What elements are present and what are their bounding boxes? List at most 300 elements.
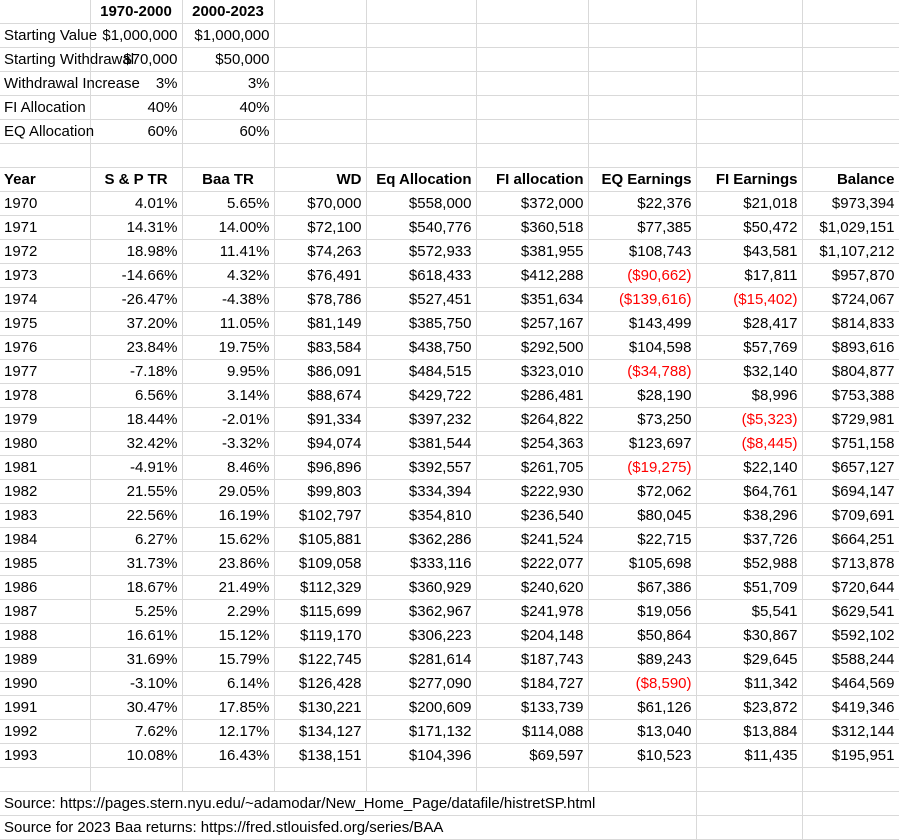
data-cell[interactable]: $222,077 xyxy=(476,552,588,576)
data-cell[interactable]: -2.01% xyxy=(182,408,274,432)
data-cell[interactable]: $558,000 xyxy=(366,192,476,216)
year-cell[interactable]: 1982 xyxy=(0,480,90,504)
data-cell[interactable]: $8,996 xyxy=(696,384,802,408)
column-header[interactable]: Balance xyxy=(802,168,899,192)
data-cell[interactable]: $484,515 xyxy=(366,360,476,384)
empty-cell[interactable] xyxy=(274,96,366,120)
data-cell[interactable]: 30.47% xyxy=(90,696,182,720)
data-cell[interactable]: 5.25% xyxy=(90,600,182,624)
data-cell[interactable]: $187,743 xyxy=(476,648,588,672)
data-cell[interactable]: $195,951 xyxy=(802,744,899,768)
data-cell[interactable]: $138,151 xyxy=(274,744,366,768)
data-cell[interactable]: $1,107,212 xyxy=(802,240,899,264)
data-cell[interactable]: $588,244 xyxy=(802,648,899,672)
source-text[interactable]: Source for 2023 Baa returns: https://fred.stlouisfed.org/series/BAA xyxy=(0,816,696,840)
empty-cell[interactable] xyxy=(588,0,696,24)
data-cell[interactable]: 6.14% xyxy=(182,672,274,696)
data-cell[interactable]: $105,698 xyxy=(588,552,696,576)
empty-cell[interactable] xyxy=(274,72,366,96)
data-cell[interactable]: $22,376 xyxy=(588,192,696,216)
data-cell[interactable]: $264,822 xyxy=(476,408,588,432)
data-cell[interactable]: 18.67% xyxy=(90,576,182,600)
year-cell[interactable]: 1977 xyxy=(0,360,90,384)
data-cell[interactable]: $77,385 xyxy=(588,216,696,240)
data-cell[interactable]: 6.56% xyxy=(90,384,182,408)
data-cell[interactable]: $43,581 xyxy=(696,240,802,264)
param-value[interactable]: 3% xyxy=(182,72,274,96)
data-cell[interactable]: 16.61% xyxy=(90,624,182,648)
empty-cell[interactable] xyxy=(0,144,90,168)
data-cell[interactable]: $360,929 xyxy=(366,576,476,600)
year-cell[interactable]: 1976 xyxy=(0,336,90,360)
data-cell[interactable]: 11.05% xyxy=(182,312,274,336)
empty-cell[interactable] xyxy=(366,48,476,72)
data-cell[interactable]: $86,091 xyxy=(274,360,366,384)
column-header[interactable]: FI allocation xyxy=(476,168,588,192)
data-cell[interactable]: 32.42% xyxy=(90,432,182,456)
column-header[interactable]: S & P TR xyxy=(90,168,182,192)
column-header[interactable]: WD xyxy=(274,168,366,192)
data-cell[interactable]: 10.08% xyxy=(90,744,182,768)
empty-cell[interactable] xyxy=(696,144,802,168)
data-cell[interactable]: $5,541 xyxy=(696,600,802,624)
year-cell[interactable]: 1985 xyxy=(0,552,90,576)
data-cell[interactable]: $89,243 xyxy=(588,648,696,672)
data-cell[interactable]: ($8,590) xyxy=(588,672,696,696)
data-cell[interactable]: 17.85% xyxy=(182,696,274,720)
data-cell[interactable]: 18.98% xyxy=(90,240,182,264)
data-cell[interactable]: $37,726 xyxy=(696,528,802,552)
data-cell[interactable]: $306,223 xyxy=(366,624,476,648)
param-value[interactable]: $70,000 xyxy=(90,48,182,72)
empty-cell[interactable] xyxy=(588,48,696,72)
year-cell[interactable]: 1979 xyxy=(0,408,90,432)
data-cell[interactable]: 31.69% xyxy=(90,648,182,672)
empty-cell[interactable] xyxy=(274,768,366,792)
data-cell[interactable]: $19,056 xyxy=(588,600,696,624)
data-cell[interactable]: $80,045 xyxy=(588,504,696,528)
empty-cell[interactable] xyxy=(802,816,899,840)
year-cell[interactable]: 1989 xyxy=(0,648,90,672)
year-cell[interactable]: 1973 xyxy=(0,264,90,288)
year-cell[interactable]: 1972 xyxy=(0,240,90,264)
empty-cell[interactable] xyxy=(588,144,696,168)
data-cell[interactable]: $126,428 xyxy=(274,672,366,696)
data-cell[interactable]: $108,743 xyxy=(588,240,696,264)
data-cell[interactable]: $28,190 xyxy=(588,384,696,408)
year-cell[interactable]: 1987 xyxy=(0,600,90,624)
column-header[interactable]: Baa TR xyxy=(182,168,274,192)
data-cell[interactable]: $381,544 xyxy=(366,432,476,456)
data-cell[interactable]: $32,140 xyxy=(696,360,802,384)
data-cell[interactable]: 3.14% xyxy=(182,384,274,408)
data-cell[interactable]: $236,540 xyxy=(476,504,588,528)
data-cell[interactable]: $222,930 xyxy=(476,480,588,504)
empty-cell[interactable] xyxy=(696,120,802,144)
empty-cell[interactable] xyxy=(802,96,899,120)
data-cell[interactable]: $392,557 xyxy=(366,456,476,480)
data-cell[interactable]: $200,609 xyxy=(366,696,476,720)
data-cell[interactable]: $104,396 xyxy=(366,744,476,768)
data-cell[interactable]: $694,147 xyxy=(802,480,899,504)
data-cell[interactable]: $429,722 xyxy=(366,384,476,408)
param-value[interactable]: 60% xyxy=(182,120,274,144)
param-column-header[interactable]: 2000-2023 xyxy=(182,0,274,24)
data-cell[interactable]: 7.62% xyxy=(90,720,182,744)
empty-cell[interactable] xyxy=(366,144,476,168)
data-cell[interactable]: $99,803 xyxy=(274,480,366,504)
data-cell[interactable]: 37.20% xyxy=(90,312,182,336)
data-cell[interactable]: $241,978 xyxy=(476,600,588,624)
param-label[interactable]: EQ Allocation xyxy=(0,120,90,144)
data-cell[interactable]: $13,040 xyxy=(588,720,696,744)
empty-cell[interactable] xyxy=(274,48,366,72)
empty-cell[interactable] xyxy=(802,768,899,792)
empty-cell[interactable] xyxy=(476,72,588,96)
data-cell[interactable]: $143,499 xyxy=(588,312,696,336)
data-cell[interactable]: $254,363 xyxy=(476,432,588,456)
empty-cell[interactable] xyxy=(696,24,802,48)
empty-cell[interactable] xyxy=(476,144,588,168)
data-cell[interactable]: $973,394 xyxy=(802,192,899,216)
data-cell[interactable]: 23.86% xyxy=(182,552,274,576)
data-cell[interactable]: $709,691 xyxy=(802,504,899,528)
year-cell[interactable]: 1988 xyxy=(0,624,90,648)
data-cell[interactable]: $381,955 xyxy=(476,240,588,264)
empty-cell[interactable] xyxy=(366,96,476,120)
empty-cell[interactable] xyxy=(366,0,476,24)
data-cell[interactable]: $354,810 xyxy=(366,504,476,528)
data-cell[interactable]: -14.66% xyxy=(90,264,182,288)
data-cell[interactable]: $22,715 xyxy=(588,528,696,552)
empty-cell[interactable] xyxy=(696,768,802,792)
data-cell[interactable]: $67,386 xyxy=(588,576,696,600)
data-cell[interactable]: $57,769 xyxy=(696,336,802,360)
data-cell[interactable]: $753,388 xyxy=(802,384,899,408)
data-cell[interactable]: 31.73% xyxy=(90,552,182,576)
data-cell[interactable]: $241,524 xyxy=(476,528,588,552)
data-cell[interactable]: $61,126 xyxy=(588,696,696,720)
data-cell[interactable]: $412,288 xyxy=(476,264,588,288)
data-cell[interactable]: 19.75% xyxy=(182,336,274,360)
data-cell[interactable]: $629,541 xyxy=(802,600,899,624)
data-cell[interactable]: $1,029,151 xyxy=(802,216,899,240)
data-cell[interactable]: $664,251 xyxy=(802,528,899,552)
data-cell[interactable]: $240,620 xyxy=(476,576,588,600)
empty-cell[interactable] xyxy=(274,0,366,24)
empty-cell[interactable] xyxy=(696,72,802,96)
empty-cell[interactable] xyxy=(588,96,696,120)
empty-cell[interactable] xyxy=(802,0,899,24)
data-cell[interactable]: $372,000 xyxy=(476,192,588,216)
data-cell[interactable]: $115,699 xyxy=(274,600,366,624)
data-cell[interactable]: 29.05% xyxy=(182,480,274,504)
param-value[interactable]: $50,000 xyxy=(182,48,274,72)
data-cell[interactable]: $50,472 xyxy=(696,216,802,240)
data-cell[interactable]: 15.12% xyxy=(182,624,274,648)
data-cell[interactable]: $323,010 xyxy=(476,360,588,384)
empty-cell[interactable] xyxy=(0,0,90,24)
data-cell[interactable]: $109,058 xyxy=(274,552,366,576)
empty-cell[interactable] xyxy=(476,24,588,48)
empty-cell[interactable] xyxy=(802,24,899,48)
data-cell[interactable]: ($34,788) xyxy=(588,360,696,384)
data-cell[interactable]: $351,634 xyxy=(476,288,588,312)
data-cell[interactable]: $277,090 xyxy=(366,672,476,696)
data-cell[interactable]: $592,102 xyxy=(802,624,899,648)
param-value[interactable]: 60% xyxy=(90,120,182,144)
empty-cell[interactable] xyxy=(476,768,588,792)
data-cell[interactable]: $88,674 xyxy=(274,384,366,408)
empty-cell[interactable] xyxy=(476,96,588,120)
data-cell[interactable]: $78,786 xyxy=(274,288,366,312)
data-cell[interactable]: $94,074 xyxy=(274,432,366,456)
data-cell[interactable]: 15.62% xyxy=(182,528,274,552)
param-value[interactable]: 3% xyxy=(90,72,182,96)
empty-cell[interactable] xyxy=(476,120,588,144)
data-cell[interactable]: $957,870 xyxy=(802,264,899,288)
data-cell[interactable]: 15.79% xyxy=(182,648,274,672)
data-cell[interactable]: 12.17% xyxy=(182,720,274,744)
data-cell[interactable]: $893,616 xyxy=(802,336,899,360)
data-cell[interactable]: $261,705 xyxy=(476,456,588,480)
data-cell[interactable]: $81,149 xyxy=(274,312,366,336)
data-cell[interactable]: 16.43% xyxy=(182,744,274,768)
data-cell[interactable]: ($90,662) xyxy=(588,264,696,288)
source-text[interactable]: Source: https://pages.stern.nyu.edu/~adamodar/New_Home_Page/datafile/histretSP.html xyxy=(0,792,696,816)
param-value[interactable]: $1,000,000 xyxy=(90,24,182,48)
data-cell[interactable]: $10,523 xyxy=(588,744,696,768)
data-cell[interactable]: $540,776 xyxy=(366,216,476,240)
data-cell[interactable]: $362,286 xyxy=(366,528,476,552)
column-header[interactable]: EQ Earnings xyxy=(588,168,696,192)
empty-cell[interactable] xyxy=(802,72,899,96)
data-cell[interactable]: $23,872 xyxy=(696,696,802,720)
empty-cell[interactable] xyxy=(696,96,802,120)
data-cell[interactable]: $438,750 xyxy=(366,336,476,360)
empty-cell[interactable] xyxy=(696,48,802,72)
param-label[interactable]: Starting Value xyxy=(0,24,90,48)
data-cell[interactable]: $29,645 xyxy=(696,648,802,672)
data-cell[interactable]: $72,100 xyxy=(274,216,366,240)
year-cell[interactable]: 1975 xyxy=(0,312,90,336)
data-cell[interactable]: $184,727 xyxy=(476,672,588,696)
data-cell[interactable]: -4.38% xyxy=(182,288,274,312)
data-cell[interactable]: $397,232 xyxy=(366,408,476,432)
data-cell[interactable]: $28,417 xyxy=(696,312,802,336)
data-cell[interactable]: $713,878 xyxy=(802,552,899,576)
data-cell[interactable]: 11.41% xyxy=(182,240,274,264)
empty-cell[interactable] xyxy=(274,144,366,168)
data-cell[interactable]: $13,884 xyxy=(696,720,802,744)
data-cell[interactable]: $112,329 xyxy=(274,576,366,600)
data-cell[interactable]: ($15,402) xyxy=(696,288,802,312)
data-cell[interactable]: $814,833 xyxy=(802,312,899,336)
data-cell[interactable]: 5.65% xyxy=(182,192,274,216)
empty-cell[interactable] xyxy=(182,144,274,168)
empty-cell[interactable] xyxy=(476,48,588,72)
data-cell[interactable]: $464,569 xyxy=(802,672,899,696)
empty-cell[interactable] xyxy=(588,72,696,96)
empty-cell[interactable] xyxy=(696,792,802,816)
data-cell[interactable]: $64,761 xyxy=(696,480,802,504)
data-cell[interactable]: $73,250 xyxy=(588,408,696,432)
column-header[interactable]: Year xyxy=(0,168,90,192)
data-cell[interactable]: 14.31% xyxy=(90,216,182,240)
data-cell[interactable]: $360,518 xyxy=(476,216,588,240)
data-cell[interactable]: $83,584 xyxy=(274,336,366,360)
data-cell[interactable]: $804,877 xyxy=(802,360,899,384)
data-cell[interactable]: $52,988 xyxy=(696,552,802,576)
column-header[interactable]: FI Earnings xyxy=(696,168,802,192)
data-cell[interactable]: $123,697 xyxy=(588,432,696,456)
data-cell[interactable]: 21.55% xyxy=(90,480,182,504)
year-cell[interactable]: 1986 xyxy=(0,576,90,600)
empty-cell[interactable] xyxy=(588,120,696,144)
year-cell[interactable]: 1971 xyxy=(0,216,90,240)
empty-cell[interactable] xyxy=(274,24,366,48)
data-cell[interactable]: $38,296 xyxy=(696,504,802,528)
data-cell[interactable]: $51,709 xyxy=(696,576,802,600)
data-cell[interactable]: -3.32% xyxy=(182,432,274,456)
data-cell[interactable]: 9.95% xyxy=(182,360,274,384)
empty-cell[interactable] xyxy=(802,792,899,816)
empty-cell[interactable] xyxy=(366,768,476,792)
param-value[interactable]: $1,000,000 xyxy=(182,24,274,48)
data-cell[interactable]: $130,221 xyxy=(274,696,366,720)
empty-cell[interactable] xyxy=(802,48,899,72)
year-cell[interactable]: 1974 xyxy=(0,288,90,312)
param-label[interactable]: Withdrawal Increase xyxy=(0,72,90,96)
data-cell[interactable]: ($19,275) xyxy=(588,456,696,480)
data-cell[interactable]: $720,644 xyxy=(802,576,899,600)
data-cell[interactable]: -3.10% xyxy=(90,672,182,696)
data-cell[interactable]: 21.49% xyxy=(182,576,274,600)
data-cell[interactable]: $751,158 xyxy=(802,432,899,456)
data-cell[interactable]: -4.91% xyxy=(90,456,182,480)
data-cell[interactable]: $527,451 xyxy=(366,288,476,312)
param-value[interactable]: 40% xyxy=(90,96,182,120)
year-cell[interactable]: 1981 xyxy=(0,456,90,480)
data-cell[interactable]: 6.27% xyxy=(90,528,182,552)
data-cell[interactable]: ($8,445) xyxy=(696,432,802,456)
year-cell[interactable]: 1983 xyxy=(0,504,90,528)
data-cell[interactable]: $657,127 xyxy=(802,456,899,480)
data-cell[interactable]: $618,433 xyxy=(366,264,476,288)
data-cell[interactable]: 4.32% xyxy=(182,264,274,288)
data-cell[interactable]: $96,896 xyxy=(274,456,366,480)
empty-cell[interactable] xyxy=(366,120,476,144)
data-cell[interactable]: $102,797 xyxy=(274,504,366,528)
empty-cell[interactable] xyxy=(90,144,182,168)
column-header[interactable]: Eq Allocation xyxy=(366,168,476,192)
data-cell[interactable]: $72,062 xyxy=(588,480,696,504)
data-cell[interactable]: $286,481 xyxy=(476,384,588,408)
param-label[interactable]: Starting Withdrawal xyxy=(0,48,90,72)
empty-cell[interactable] xyxy=(696,816,802,840)
param-value[interactable]: 40% xyxy=(182,96,274,120)
data-cell[interactable]: $729,981 xyxy=(802,408,899,432)
data-cell[interactable]: 16.19% xyxy=(182,504,274,528)
data-cell[interactable]: $362,967 xyxy=(366,600,476,624)
data-cell[interactable]: $21,018 xyxy=(696,192,802,216)
year-cell[interactable]: 1978 xyxy=(0,384,90,408)
empty-cell[interactable] xyxy=(696,0,802,24)
data-cell[interactable]: $76,491 xyxy=(274,264,366,288)
data-cell[interactable]: $114,088 xyxy=(476,720,588,744)
data-cell[interactable]: ($139,616) xyxy=(588,288,696,312)
empty-cell[interactable] xyxy=(274,120,366,144)
data-cell[interactable]: -26.47% xyxy=(90,288,182,312)
empty-cell[interactable] xyxy=(0,768,90,792)
data-cell[interactable]: $122,745 xyxy=(274,648,366,672)
empty-cell[interactable] xyxy=(366,72,476,96)
empty-cell[interactable] xyxy=(366,24,476,48)
data-cell[interactable]: $119,170 xyxy=(274,624,366,648)
data-cell[interactable]: 8.46% xyxy=(182,456,274,480)
data-cell[interactable]: $17,811 xyxy=(696,264,802,288)
data-cell[interactable]: $572,933 xyxy=(366,240,476,264)
data-cell[interactable]: $134,127 xyxy=(274,720,366,744)
data-cell[interactable]: $419,346 xyxy=(802,696,899,720)
year-cell[interactable]: 1991 xyxy=(0,696,90,720)
data-cell[interactable]: $333,116 xyxy=(366,552,476,576)
data-cell[interactable]: $74,263 xyxy=(274,240,366,264)
data-cell[interactable]: $385,750 xyxy=(366,312,476,336)
year-cell[interactable]: 1990 xyxy=(0,672,90,696)
data-cell[interactable]: 14.00% xyxy=(182,216,274,240)
data-cell[interactable]: 23.84% xyxy=(90,336,182,360)
data-cell[interactable]: -7.18% xyxy=(90,360,182,384)
empty-cell[interactable] xyxy=(802,120,899,144)
param-column-header[interactable]: 1970-2000 xyxy=(90,0,182,24)
data-cell[interactable]: $69,597 xyxy=(476,744,588,768)
empty-cell[interactable] xyxy=(182,768,274,792)
empty-cell[interactable] xyxy=(476,0,588,24)
data-cell[interactable]: $105,881 xyxy=(274,528,366,552)
data-cell[interactable]: 22.56% xyxy=(90,504,182,528)
data-cell[interactable]: $11,435 xyxy=(696,744,802,768)
data-cell[interactable]: $724,067 xyxy=(802,288,899,312)
data-cell[interactable]: $91,334 xyxy=(274,408,366,432)
param-label[interactable]: FI Allocation xyxy=(0,96,90,120)
year-cell[interactable]: 1970 xyxy=(0,192,90,216)
year-cell[interactable]: 1992 xyxy=(0,720,90,744)
year-cell[interactable]: 1984 xyxy=(0,528,90,552)
empty-cell[interactable] xyxy=(90,768,182,792)
data-cell[interactable]: $281,614 xyxy=(366,648,476,672)
data-cell[interactable]: $292,500 xyxy=(476,336,588,360)
data-cell[interactable]: 4.01% xyxy=(90,192,182,216)
data-cell[interactable]: $204,148 xyxy=(476,624,588,648)
data-cell[interactable]: 2.29% xyxy=(182,600,274,624)
data-cell[interactable]: $22,140 xyxy=(696,456,802,480)
data-cell[interactable]: $11,342 xyxy=(696,672,802,696)
data-cell[interactable]: $30,867 xyxy=(696,624,802,648)
data-cell[interactable]: $257,167 xyxy=(476,312,588,336)
empty-cell[interactable] xyxy=(802,144,899,168)
data-cell[interactable]: $50,864 xyxy=(588,624,696,648)
data-cell[interactable]: $133,739 xyxy=(476,696,588,720)
data-cell[interactable]: ($5,323) xyxy=(696,408,802,432)
empty-cell[interactable] xyxy=(588,768,696,792)
data-cell[interactable]: $70,000 xyxy=(274,192,366,216)
year-cell[interactable]: 1993 xyxy=(0,744,90,768)
empty-cell[interactable] xyxy=(588,24,696,48)
data-cell[interactable]: $104,598 xyxy=(588,336,696,360)
year-cell[interactable]: 1980 xyxy=(0,432,90,456)
data-cell[interactable]: $171,132 xyxy=(366,720,476,744)
